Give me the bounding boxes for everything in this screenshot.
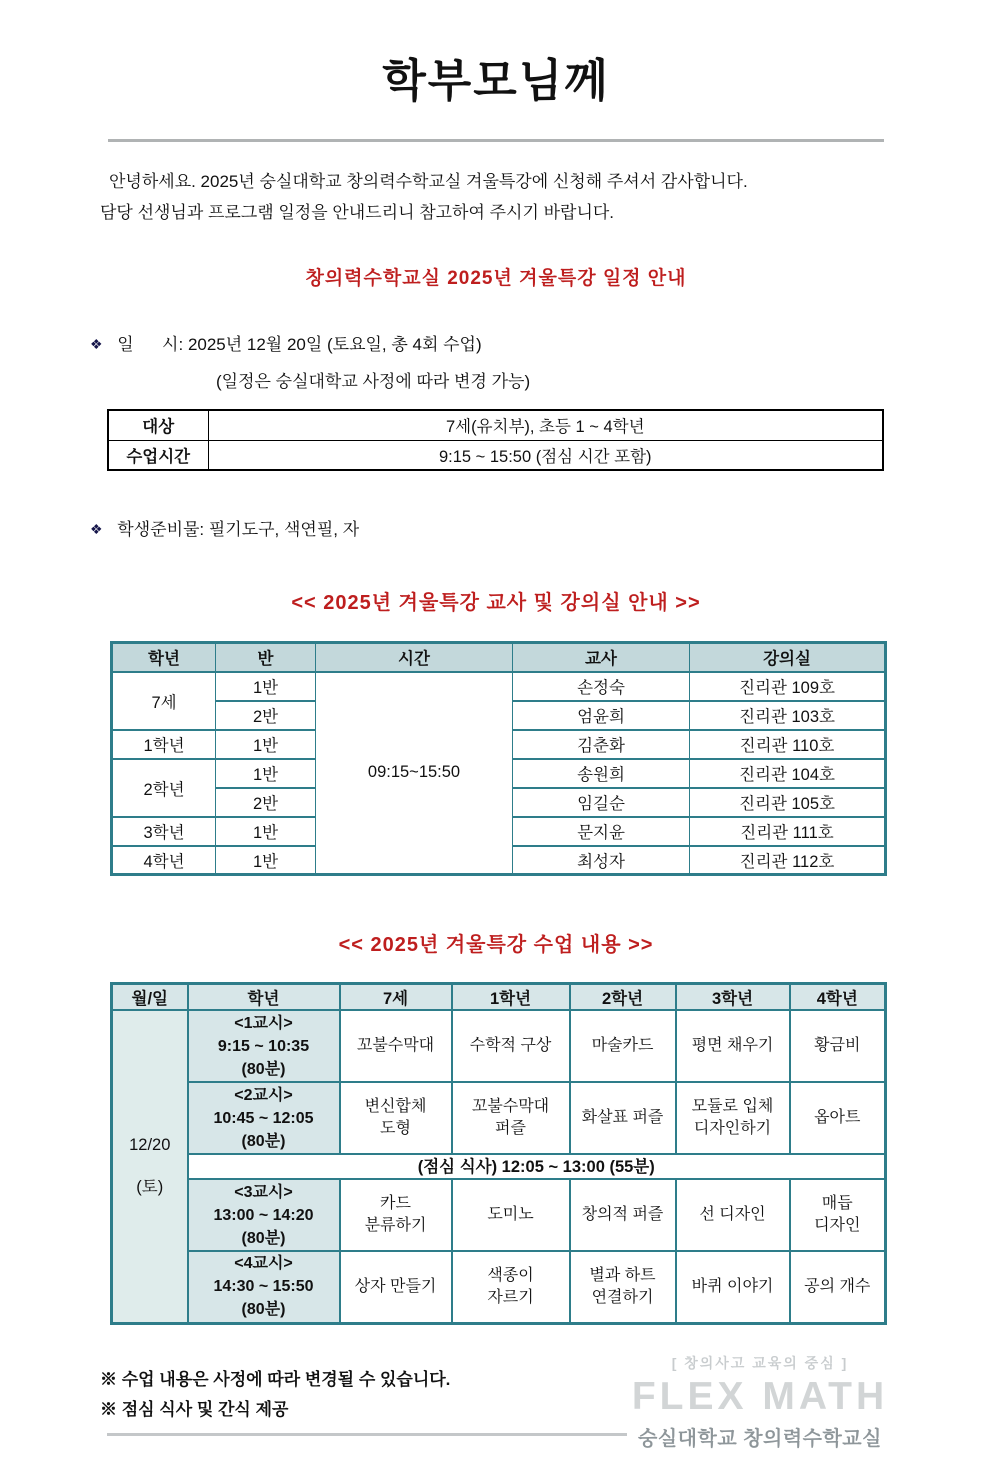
period-time: 14:30 ~ 15:50 bbox=[213, 1278, 314, 1296]
supplies-text: 학생준비물: 필기도구, 색연필, 자 bbox=[117, 520, 360, 539]
class-cell: 1반 bbox=[216, 817, 316, 846]
teacher-section-heading: << 2025년 겨울특강 교사 및 강의실 안내 >> bbox=[291, 592, 701, 614]
lesson-cell: 색종이 자르기 bbox=[452, 1251, 570, 1323]
lesson-cell: 카드 분류하기 bbox=[340, 1179, 452, 1251]
room-cell: 진리관 109호 bbox=[690, 672, 886, 701]
period-time: 10:45 ~ 12:05 bbox=[213, 1109, 314, 1127]
table-header-row bbox=[112, 984, 886, 1011]
footer-divider bbox=[107, 1433, 627, 1436]
date-note: (일정은 숭실대학교 사정에 따라 변경 가능) bbox=[216, 372, 531, 391]
grade-cell: 4학년 bbox=[112, 846, 216, 875]
period-name: <2교시> bbox=[234, 1086, 293, 1104]
lunch-row: (점심 식사) 12:05 ~ 13:00 (55분) bbox=[188, 1154, 886, 1179]
info-row-value: 9:15 ~ 15:50 (점심 시간 포함) bbox=[208, 440, 883, 470]
period-time: 13:00 ~ 14:20 bbox=[213, 1206, 314, 1224]
schedule-info-heading: 창의력수학교실 2025년 겨울특강 일정 안내 bbox=[305, 268, 687, 289]
lesson-cell: 도미노 bbox=[452, 1179, 570, 1251]
col-header-grade1: 1학년 bbox=[452, 984, 570, 1011]
class-cell: 1반 bbox=[216, 759, 316, 788]
lesson-cell: 모듈로 입체 디자인하기 bbox=[676, 1082, 790, 1154]
table-row bbox=[112, 1154, 886, 1179]
target-time-table bbox=[107, 409, 884, 471]
logo-tagline: [ 창의사고 교육의 중심 ] bbox=[671, 1354, 849, 1371]
greeting-paragraph bbox=[100, 166, 892, 228]
period-name: <3교시> bbox=[234, 1183, 293, 1201]
table-row bbox=[112, 1082, 886, 1154]
day-text: (토) bbox=[136, 1178, 164, 1197]
room-cell: 진리관 103호 bbox=[690, 701, 886, 730]
lesson-cell: 별과 하트 연결하기 bbox=[570, 1251, 676, 1323]
lesson-cell: 황금비 bbox=[790, 1010, 886, 1082]
teacher-cell: 임길순 bbox=[513, 788, 690, 817]
note-lunch: ※ 점심 식사 및 간식 제공 bbox=[100, 1399, 289, 1419]
lesson-cell: 평면 채우기 bbox=[676, 1010, 790, 1082]
period-duration: (80분) bbox=[241, 1229, 286, 1247]
teacher-cell: 김춘화 bbox=[513, 730, 690, 759]
page-title: 학부모님께 bbox=[382, 55, 610, 106]
lesson-cell: 공의 개수 bbox=[790, 1251, 886, 1323]
class-cell: 2반 bbox=[216, 788, 316, 817]
info-row-label: 대상 bbox=[108, 410, 208, 440]
lesson-cell: 선 디자인 bbox=[676, 1179, 790, 1251]
period-time: 9:15 ~ 10:35 bbox=[217, 1037, 310, 1055]
logo-subtitle: 숭실대학교 창의력수학교실 bbox=[638, 1427, 882, 1450]
lesson-cell: 창의적 퍼즐 bbox=[570, 1179, 676, 1251]
grade-cell: 7세 bbox=[112, 672, 216, 730]
table-row bbox=[112, 1010, 886, 1082]
time-cell: 09:15~15:50 bbox=[316, 672, 513, 875]
lesson-cell: 마술카드 bbox=[570, 1010, 676, 1082]
table-row bbox=[112, 1179, 886, 1251]
room-cell: 진리관 110호 bbox=[690, 730, 886, 759]
col-header-grade4: 4학년 bbox=[790, 984, 886, 1011]
table-header-row bbox=[112, 643, 886, 672]
date-value: 2025년 12월 20일 (토요일, 총 4회 수업) bbox=[187, 335, 482, 354]
flexmath-logo bbox=[620, 1353, 900, 1451]
col-header-teacher: 교사 bbox=[513, 643, 690, 672]
period-cell bbox=[188, 1251, 340, 1323]
logo-wordmark: FLEX MATH bbox=[631, 1374, 889, 1418]
greeting-line-2: 담당 선생님과 프로그램 일정을 안내드리니 참고하여 주시기 바랍니다. bbox=[100, 203, 615, 222]
period-cell bbox=[188, 1010, 340, 1082]
col-header-grade2: 2학년 bbox=[570, 984, 676, 1011]
table-row bbox=[112, 1251, 886, 1323]
room-cell: 진리관 104호 bbox=[690, 759, 886, 788]
lesson-cell: 꼬불수막대 퍼즐 bbox=[452, 1082, 570, 1154]
info-row-label: 수업시간 bbox=[108, 440, 208, 470]
period-cell bbox=[188, 1082, 340, 1154]
room-cell: 진리관 111호 bbox=[690, 817, 886, 846]
lesson-cell: 변신합체 도형 bbox=[340, 1082, 452, 1154]
content-section-heading: << 2025년 겨울특강 수업 내용 >> bbox=[338, 934, 654, 956]
teacher-cell: 문지윤 bbox=[513, 817, 690, 846]
table-row bbox=[112, 672, 886, 701]
date-label: 일 시: bbox=[117, 335, 184, 354]
supplies-line bbox=[90, 515, 892, 540]
period-cell bbox=[188, 1179, 340, 1251]
teacher-cell: 엄윤희 bbox=[513, 701, 690, 730]
col-header-grade3: 3학년 bbox=[676, 984, 790, 1011]
lesson-cell: 꼬불수막대 bbox=[340, 1010, 452, 1082]
grade-cell: 2학년 bbox=[112, 759, 216, 817]
lesson-cell: 매듭 디자인 bbox=[790, 1179, 886, 1251]
info-row-value: 7세(유치부), 초등 1 ~ 4학년 bbox=[208, 410, 883, 440]
col-header-room: 강의실 bbox=[690, 643, 886, 672]
teacher-cell: 최성자 bbox=[513, 846, 690, 875]
lesson-cell: 수학적 구상 bbox=[452, 1010, 570, 1082]
greeting-line-1: 안녕하세요. 2025년 숭실대학교 창의력수학교실 겨울특강에 신청해 주셔서 감사합니다. bbox=[109, 172, 748, 191]
teacher-cell: 손정숙 bbox=[513, 672, 690, 701]
class-cell: 1반 bbox=[216, 672, 316, 701]
table-row bbox=[108, 410, 883, 440]
col-header-age7: 7세 bbox=[340, 984, 452, 1011]
grade-cell: 1학년 bbox=[112, 730, 216, 759]
col-header-period: 학년 bbox=[188, 984, 340, 1011]
class-cell: 2반 bbox=[216, 701, 316, 730]
period-name: <1교시> bbox=[234, 1014, 293, 1032]
class-cell: 1반 bbox=[216, 730, 316, 759]
lesson-cell: 바퀴 이야기 bbox=[676, 1251, 790, 1323]
lesson-cell: 화살표 퍼즐 bbox=[570, 1082, 676, 1154]
date-line bbox=[90, 330, 892, 355]
teacher-room-table bbox=[110, 641, 887, 876]
class-cell: 1반 bbox=[216, 846, 316, 875]
note-change: ※ 수업 내용은 사정에 따라 변경될 수 있습니다. bbox=[100, 1369, 451, 1389]
lesson-cell: 옵아트 bbox=[790, 1082, 886, 1154]
table-row bbox=[108, 440, 883, 470]
date-text: 12/20 bbox=[129, 1136, 171, 1155]
lesson-cell: 상자 만들기 bbox=[340, 1251, 452, 1323]
col-header-grade: 학년 bbox=[112, 643, 216, 672]
room-cell: 진리관 105호 bbox=[690, 788, 886, 817]
class-content-table bbox=[110, 982, 887, 1325]
diamond-bullet-icon: ❖ bbox=[90, 336, 103, 352]
period-duration: (80분) bbox=[241, 1060, 286, 1078]
period-duration: (80분) bbox=[241, 1132, 286, 1150]
col-header-time: 시간 bbox=[316, 643, 513, 672]
grade-cell: 3학년 bbox=[112, 817, 216, 846]
date-cell bbox=[112, 1010, 188, 1323]
col-header-date: 월/일 bbox=[112, 984, 188, 1011]
footer bbox=[100, 1353, 892, 1483]
period-name: <4교시> bbox=[234, 1255, 293, 1273]
period-duration: (80분) bbox=[241, 1301, 286, 1319]
title-divider bbox=[108, 139, 884, 142]
teacher-cell: 송원희 bbox=[513, 759, 690, 788]
room-cell: 진리관 112호 bbox=[690, 846, 886, 875]
diamond-bullet-icon: ❖ bbox=[90, 521, 103, 537]
col-header-class: 반 bbox=[216, 643, 316, 672]
